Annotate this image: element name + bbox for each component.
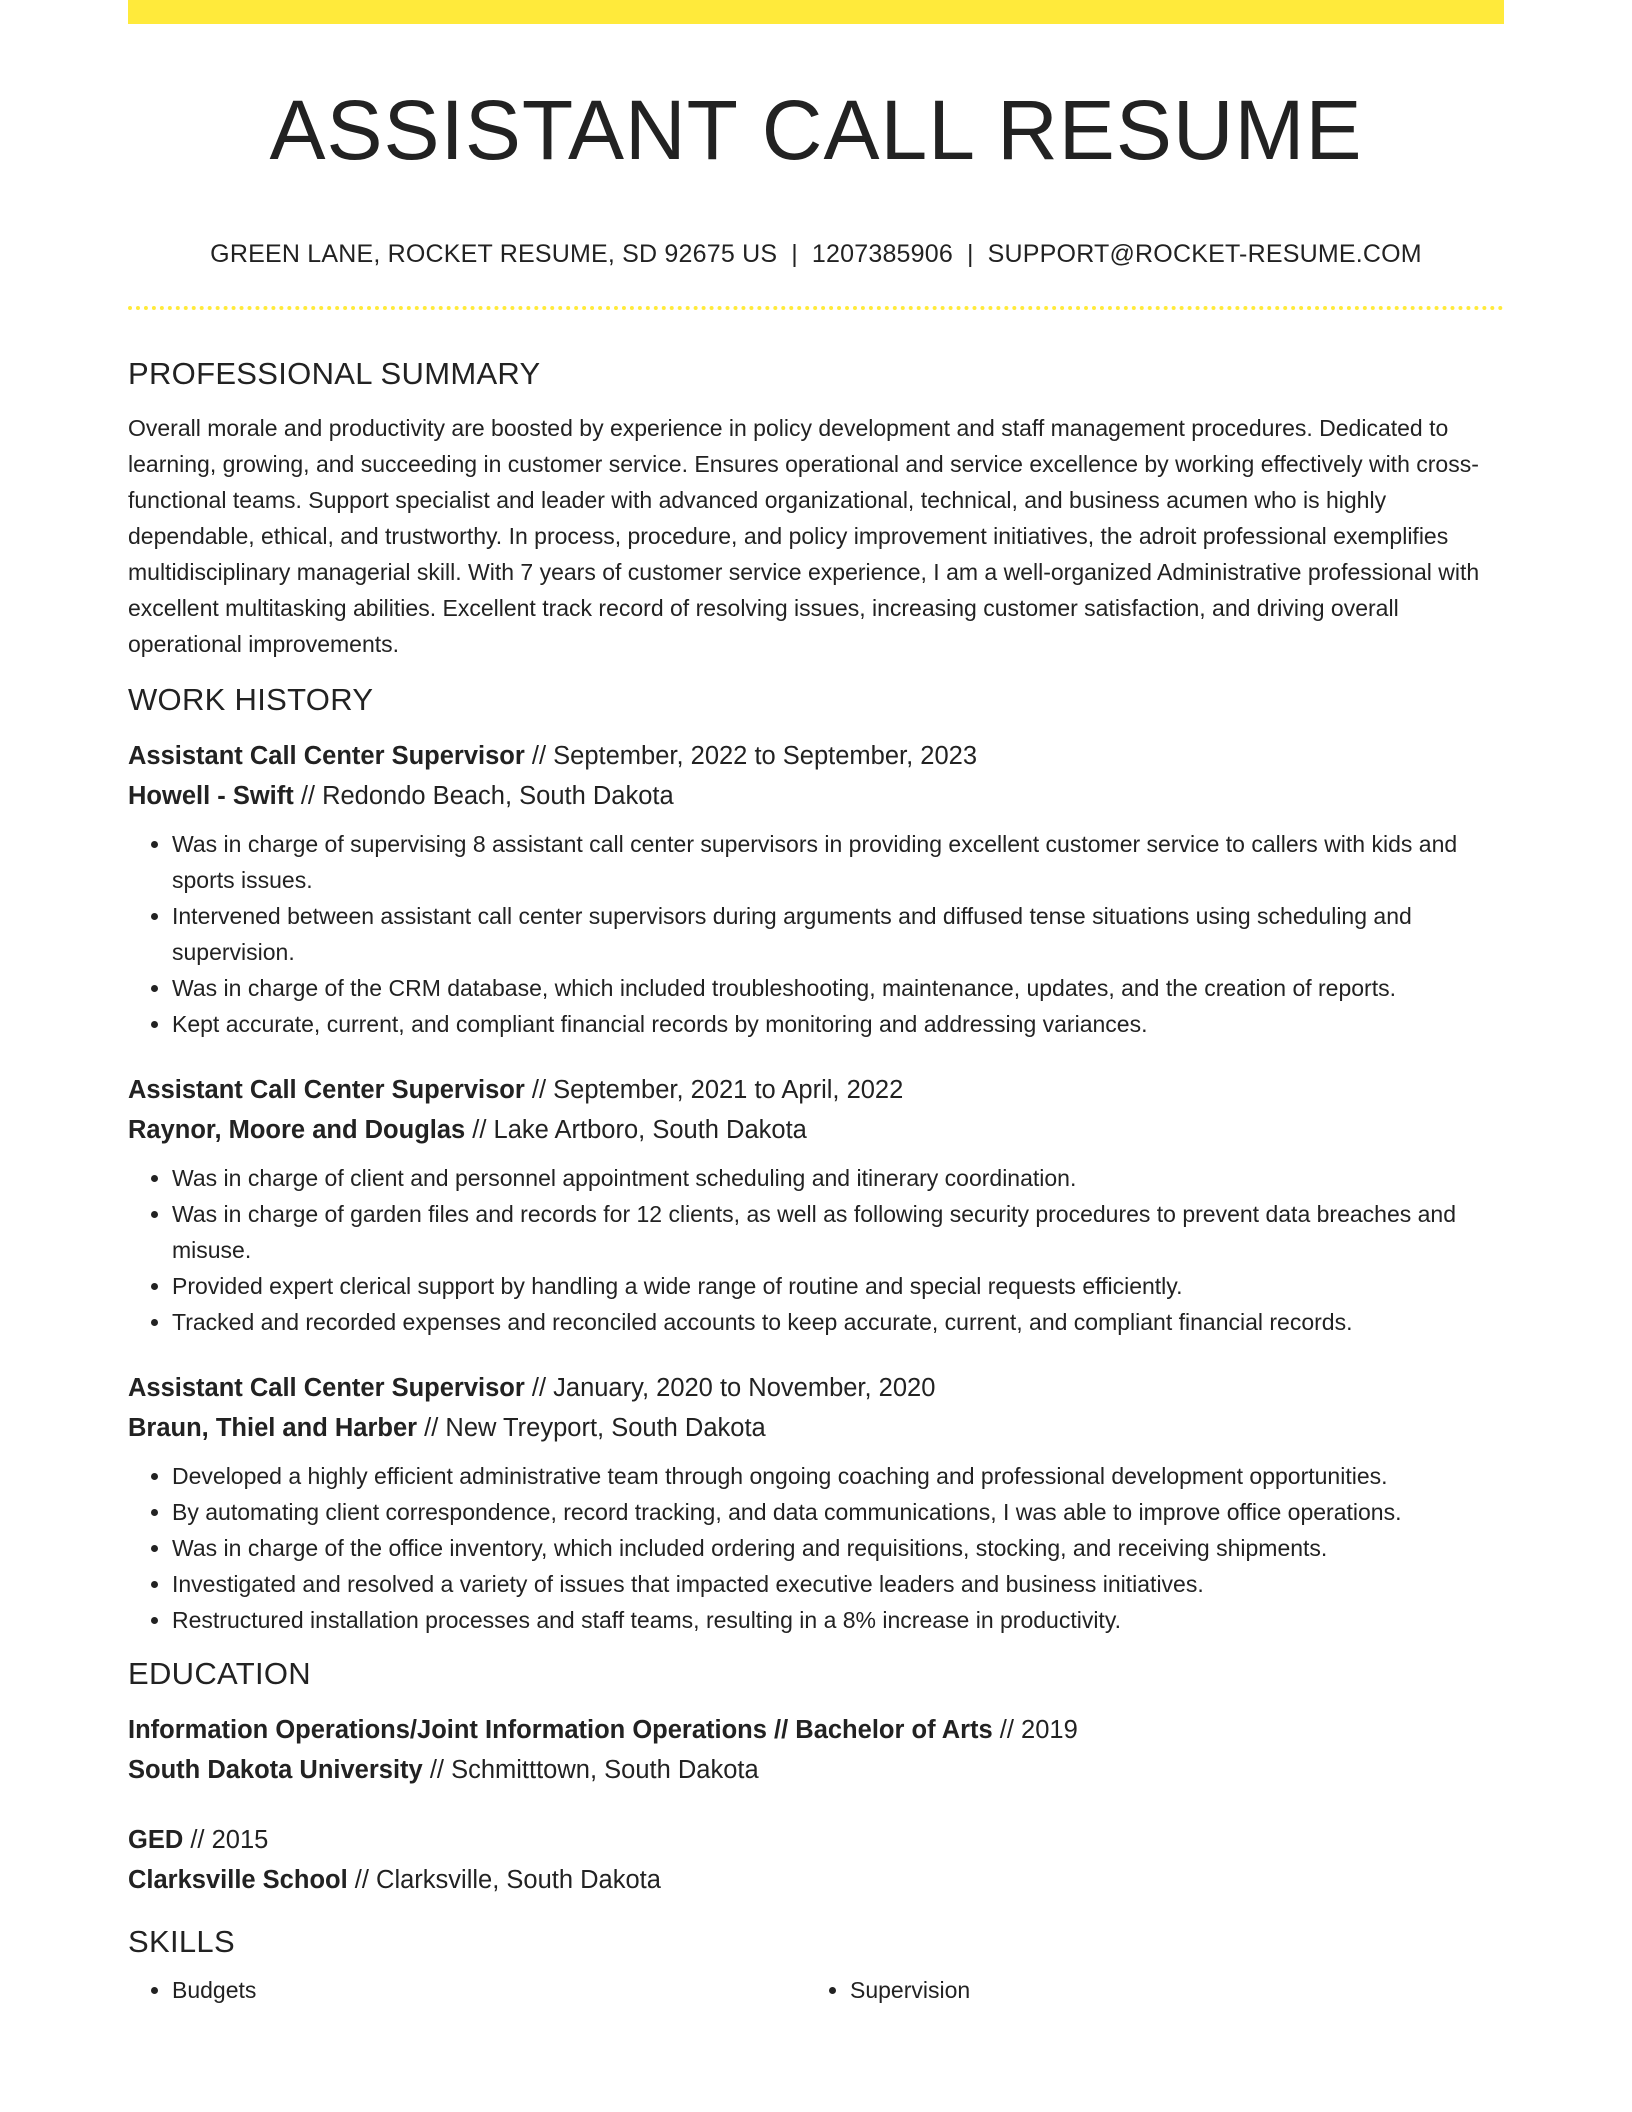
list-item: • Was in charge of the office inventory, which included ordering and requisitions, stocking, and receiving shipments. [172,1530,1504,1566]
job-company: Howell - Swift [128,782,294,810]
contact-separator: | [966,240,974,268]
list-item: • Supervision [850,1972,1484,2008]
list-item: • Was in charge of garden files and records for 12 clients, as well as following security procedures to prevent data breaches and misuse. [172,1196,1504,1268]
education-degree: Information Operations/Joint Information Operations // Bachelor of Arts [128,1716,993,1744]
education-entry [128,1710,1504,1790]
job-title-line [128,736,1504,776]
section-heading-skills: SKILLS [128,1924,235,1959]
contact-address: GREEN LANE, ROCKET RESUME, SD 92675 US [210,240,778,268]
job-company: Braun, Thiel and Harber [128,1414,418,1442]
education-school-line [128,1860,1504,1900]
education-school-line [128,1750,1504,1790]
list-item: • Provided expert clerical support by handling a wide range of routine and special requests efficiently. [172,1268,1504,1304]
education-degree-line [128,1820,1504,1860]
skills-section [128,1920,1504,2008]
job-location: // Redondo Beach, South Dakota [293,782,674,810]
education-location: // Schmitttown, South Dakota [422,1756,759,1784]
work-history-section [128,678,1504,1638]
job-bullets [128,1458,1504,1638]
contact-phone: 1207385906 [811,240,953,268]
job-location: // Lake Artboro, South Dakota [465,1116,807,1144]
summary-section [128,352,1504,662]
dotted-divider [128,306,1504,310]
contact-separator: | [791,240,798,268]
section-heading-work: WORK HISTORY [128,682,374,717]
education-degree: GED [128,1826,184,1854]
job-dates: // September, 2022 to September, 2023 [524,742,978,770]
job-title: Assistant Call Center Supervisor [128,1374,525,1402]
section-heading-education: EDUCATION [128,1656,311,1691]
job-dates: // September, 2021 to April, 2022 [524,1076,904,1104]
list-item: • Tracked and recorded expenses and reconciled accounts to keep accurate, current, and compliant financial records. [172,1304,1504,1340]
job-entry [128,1070,1504,1340]
education-school: South Dakota University [128,1756,423,1784]
resume-content [128,352,1504,2008]
job-bullets [128,826,1504,1042]
job-company-line [128,776,1504,816]
job-title-line [128,1368,1504,1408]
skills-columns [128,1964,1504,2008]
list-item: • Was in charge of client and personnel appointment scheduling and itinerary coordination. [172,1160,1504,1196]
skills-list-left [128,1972,806,2008]
list-item: • Investigated and resolved a variety of issues that impacted executive leaders and business initiatives. [172,1566,1504,1602]
skills-list-right [806,1972,1484,2008]
job-title: Assistant Call Center Supervisor [128,742,525,770]
education-entry [128,1820,1504,1900]
resume-title: ASSISTANT CALL RESUME [269,83,1363,177]
list-item: • Was in charge of supervising 8 assistant call center supervisors in providing excellent customer service to callers with kids and sports issues. [172,826,1504,898]
education-year: // 2015 [183,1826,269,1854]
list-item: • Was in charge of the CRM database, which included troubleshooting, maintenance, updates, and the creation of reports. [172,970,1504,1006]
list-item: • Developed a highly efficient administrative team through ongoing coaching and professional development opportunities. [172,1458,1504,1494]
job-dates: // January, 2020 to November, 2020 [524,1374,936,1402]
section-heading-summary: PROFESSIONAL SUMMARY [128,356,541,391]
job-location: // New Treyport, South Dakota [417,1414,766,1442]
education-school: Clarksville School [128,1866,348,1894]
job-entry [128,736,1504,1042]
education-section [128,1652,1504,1900]
education-year: // 2019 [992,1716,1078,1744]
job-title: Assistant Call Center Supervisor [128,1076,525,1104]
job-bullets [128,1160,1504,1340]
job-company-line [128,1110,1504,1150]
contact-line [128,236,1504,272]
job-title-line [128,1070,1504,1110]
job-entry [128,1368,1504,1638]
list-item: • Restructured installation processes and staff teams, resulting in a 8% increase in productivity. [172,1602,1504,1638]
list-item: • Intervened between assistant call center supervisors during arguments and diffused tense situations using scheduling and supervision. [172,898,1504,970]
list-item: • Kept accurate, current, and compliant financial records by monitoring and addressing variances. [172,1006,1504,1042]
education-degree-line [128,1710,1504,1750]
contact-email: SUPPORT@ROCKET-RESUME.COM [987,240,1422,268]
list-item: • By automating client correspondence, record tracking, and data communications, I was able to improve office operations. [172,1494,1504,1530]
summary-text: Overall morale and productivity are boosted by experience in policy development and staff management procedures. Dedicated to learning, growing, and succeeding in customer service. Ensures operational and service excellence by working effectively with cross-functional teams. Support specialist and leader with advanced organizational, technical, and business acumen who is highly dependable, ethical, and trustworthy. In process, procedure, and policy improvement initiatives, the adroit professional exemplifies multidisciplinary managerial skill. With 7 years of customer service experience, I am a well-organized Administrative professional with excellent multitasking abilities. Excellent track record of resolving issues, increasing customer satisfaction, and driving overall operational improvements. [128,415,1480,657]
top-accent-bar [128,0,1504,24]
list-item: • Budgets [172,1972,806,2008]
education-location: // Clarksville, South Dakota [347,1866,661,1894]
job-company: Raynor, Moore and Douglas [128,1116,466,1144]
job-company-line [128,1408,1504,1448]
